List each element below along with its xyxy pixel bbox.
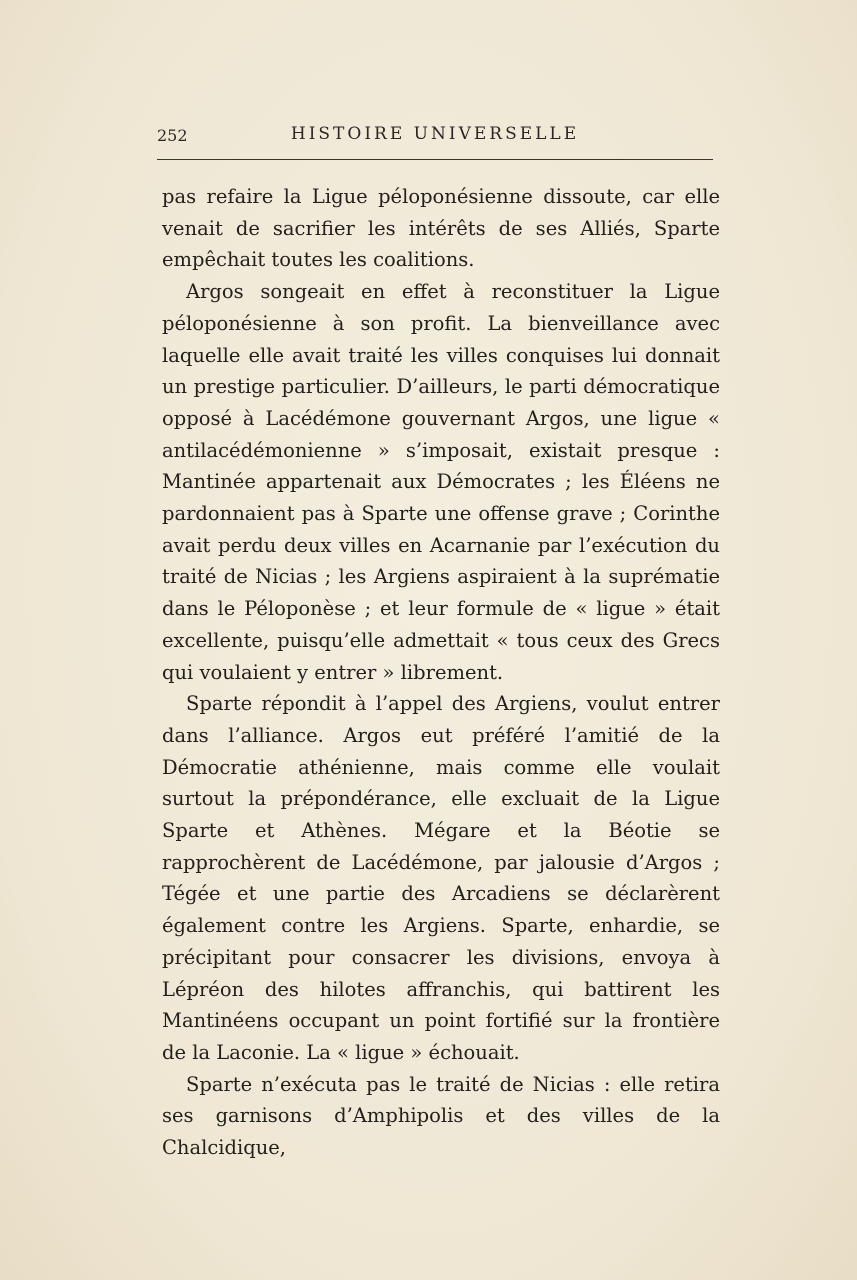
body-text: [162, 181, 720, 1164]
running-title: HISTOIRE UNIVERSELLE: [290, 124, 580, 144]
paragraph-1: pas refaire la Ligue péloponésienne dissoute, car elle venait de sacrifier les intérêts de ses Alliés, Sparte empêchait toutes les coalitions.: [162, 185, 720, 272]
paragraph-2: Argos songeait en effet à reconstituer la Ligue péloponésienne à son profit. La bienveillance avec laquelle elle avait traité les villes conquises lui donnait un prestige particulier. D’ailleurs, le parti démocratique opposé à Lacédémone gouvernant Argos, une ligue « antilacédémonienne » s’imposait, existait presque : Mantinée appartenait aux Démocrates ; les Éléens ne pardonnaient pas à Sparte une offense grave ; Corinthe avait perdu deux villes en Acarnanie par l’exécution du traité de Nicias ; les Argiens aspiraient à la suprématie dans le Péloponèse ; et leur formule de « ligue » était excellente, puisqu’elle admettait « tous ceux des Grecs qui voulaient y entrer » librement.: [162, 280, 720, 684]
paragraph-4: Sparte n’exécuta pas le traité de Nicias : elle retira ses garnisons d’Amphipolis et des villes de la Chalcidique,: [162, 1072, 720, 1160]
page-number: 252: [157, 126, 188, 145]
header-rule: [157, 159, 713, 160]
paragraph-3: Sparte répondit à l’appel des Argiens, voulut entrer dans l’alliance. Argos eut préféré l’amitié de la Démocratie athénienne, mais comme elle voulait surtout la prépondérance, elle excluait de la Ligue Sparte et Athènes. Mégare et la Béotie se rapprochèrent de Lacédémone, par jalousie d’Argos ; Tégée et une partie des Arcadiens se déclarèrent également contre les Argiens. Sparte, enhardie, se précipitant pour consacrer les divisions, envoya à Lépréon des hilotes affranchis, qui battirent les Mantinéens occupant un point fortifié sur la frontière de la Laconie. La « ligue » échouait.: [162, 692, 720, 1064]
page-header: [157, 124, 713, 148]
